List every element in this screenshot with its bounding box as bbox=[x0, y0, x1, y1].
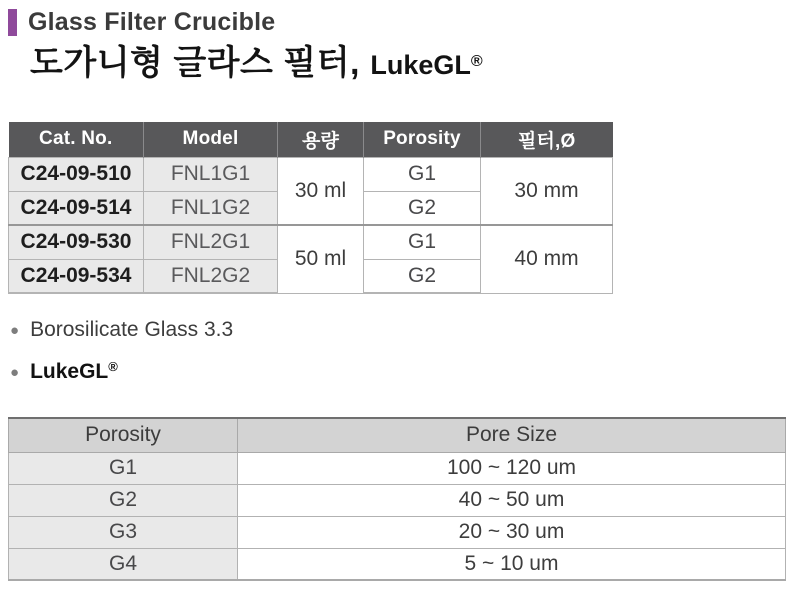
cell-porosity: G1 bbox=[364, 225, 481, 259]
header-filter-diameter: 필터,Ø bbox=[481, 122, 613, 157]
cell-cat-no: C24-09-514 bbox=[9, 191, 144, 225]
header-cat-no: Cat. No. bbox=[9, 122, 144, 157]
header-porosity: Porosity bbox=[364, 122, 481, 157]
cell-model: FNL1G2 bbox=[144, 191, 278, 225]
bullet-text: Borosilicate Glass 3.3 bbox=[30, 318, 234, 341]
header-pore-size: Pore Size bbox=[238, 418, 786, 452]
cell-filter-diameter: 30 mm bbox=[481, 157, 613, 225]
cell-model: FNL1G1 bbox=[144, 157, 278, 191]
cell-pore-size: 40 ~ 50 um bbox=[238, 484, 786, 516]
bullet-item-material bbox=[10, 317, 800, 343]
porosity-table-header-row bbox=[9, 418, 786, 452]
product-table-header-row bbox=[9, 122, 613, 157]
header-capacity: 용량 bbox=[278, 122, 364, 157]
header-porosity: Porosity bbox=[9, 418, 238, 452]
bullet-icon: ● bbox=[10, 321, 20, 339]
table-row bbox=[9, 484, 786, 516]
cell-porosity-grade: G2 bbox=[9, 484, 238, 516]
table-row bbox=[9, 225, 613, 259]
cell-porosity-grade: G1 bbox=[9, 452, 238, 484]
title-row bbox=[8, 7, 800, 37]
brand-name: LukeGL bbox=[370, 50, 471, 80]
cell-model: FNL2G2 bbox=[144, 259, 278, 293]
accent-bar-icon bbox=[8, 9, 17, 36]
cell-porosity-grade: G3 bbox=[9, 516, 238, 548]
cell-porosity: G2 bbox=[364, 191, 481, 225]
subtitle-korean: 도가니형 글라스 필터, bbox=[30, 44, 360, 82]
table-row bbox=[9, 516, 786, 548]
page-subtitle bbox=[30, 42, 800, 91]
header-model: Model bbox=[144, 122, 278, 157]
bullet-item-brand bbox=[10, 359, 800, 385]
cell-pore-size: 100 ~ 120 um bbox=[238, 452, 786, 484]
cell-filter-diameter: 40 mm bbox=[481, 225, 613, 293]
table-row bbox=[9, 452, 786, 484]
registered-mark: ® bbox=[108, 358, 118, 374]
cell-cat-no: C24-09-510 bbox=[9, 157, 144, 191]
bullet-icon: ● bbox=[10, 363, 20, 381]
table-row bbox=[9, 157, 613, 191]
cell-cat-no: C24-09-530 bbox=[9, 225, 144, 259]
registered-mark: ® bbox=[470, 52, 483, 70]
cell-porosity: G1 bbox=[364, 157, 481, 191]
cell-capacity: 30 ml bbox=[278, 157, 364, 225]
cell-cat-no: C24-09-534 bbox=[9, 259, 144, 293]
porosity-table bbox=[8, 417, 786, 581]
cell-porosity: G2 bbox=[364, 259, 481, 293]
cell-pore-size: 20 ~ 30 um bbox=[238, 516, 786, 548]
table-row bbox=[9, 548, 786, 580]
cell-capacity: 50 ml bbox=[278, 225, 364, 293]
page-title: Glass Filter Crucible bbox=[28, 7, 276, 36]
bullet-list bbox=[10, 317, 800, 385]
cell-model: FNL2G1 bbox=[144, 225, 278, 259]
product-table bbox=[8, 122, 613, 294]
bullet-text: LukeGL bbox=[30, 360, 109, 383]
cell-pore-size: 5 ~ 10 um bbox=[238, 548, 786, 580]
cell-porosity-grade: G4 bbox=[9, 548, 238, 580]
